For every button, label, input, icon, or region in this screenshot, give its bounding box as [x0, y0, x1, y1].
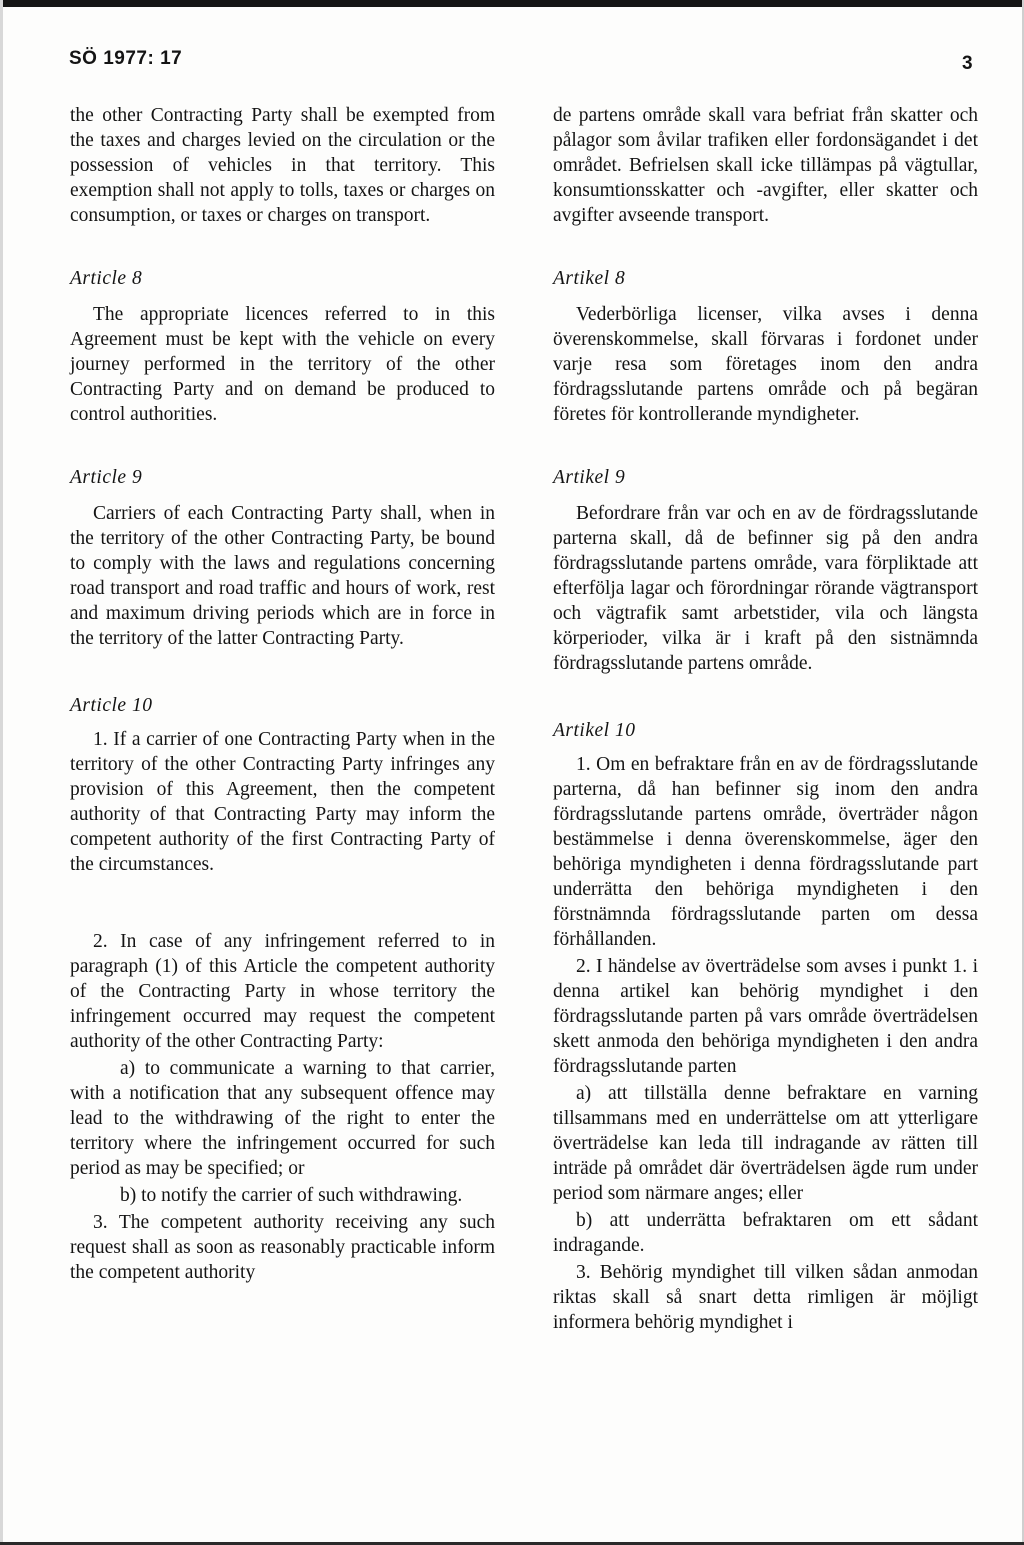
article-8-text: The appropriate licences referred to in this Agreement must be kept with the vehicle on every journey performed in the territory of the other Contracting Party and on demand be produced to control authorities.: [70, 304, 495, 425]
intro-paragraph: the other Contracting Party shall be exempted from the taxes and charges levied on the circulation or the possession of vehicles in that territory. This exemption shall not apply to tolls, taxes or charges on consumption, or taxes or charges on transport.: [70, 105, 495, 226]
article-9-heading: Artikel 9: [553, 467, 626, 488]
intro-paragraph: de partens område skall vara befriat från skatter och pålagor som åvilar trafiken eller fordonsägandet i det området. Befrielsen skall icke tillämpas på vägtullar, konsumtionsskatter och -avgifter, eller skatter och avgifter avseende transport.: [553, 105, 978, 226]
article-10-paragraph-2: 2. In case of any infringement referred to in paragraph (1) of this Article the competent authority of the Contracting Party in whose territory the infringement occurred may request the competent authority of the other Contracting Party:: [70, 931, 495, 1052]
article-8-heading: Article 8: [70, 268, 143, 289]
english-column: [70, 103, 495, 1285]
article-10-paragraph-1: 1. Om en befraktare från en av de fördragsslutande parterna, då han befinner sig inom den andra fördragsslutande partens område, överträder någon bestämmelse i denna överenskommelse, äger den behöriga myndigheten i denna fördragsslutande part underrätta den behöriga myndigheten i den förstnämnda fördragsslutande parten om dessa förhållanden.: [553, 754, 978, 950]
article-10-item-a: a) att tillställa denne befraktare en varning tillsammans med en underrättelse om att ytterligare överträdelse kan leda till indragande av rätten till inträde på området där överträdelsen ägde rum under period som närmare anges; eller: [553, 1083, 978, 1204]
article-10-item-b: b) to notify the carrier of such withdrawing.: [120, 1185, 463, 1206]
article-10-paragraph-2: 2. I händelse av överträdelse som avses i punkt 1. i denna artikel kan behörig myndighet i den fördragsslutande parten på vars område överträdelsen skett anmoda den behöriga myndigheten i den andra fördragsslutande parten: [553, 956, 978, 1077]
article-9-heading: Article 9: [70, 467, 143, 488]
article-9-text: Befordrare från var och en av de fördragsslutande parterna skall, då de befinner sig på den andra fördragsslutande partens område, vara förpliktade att efterfölja lagar och förordningar rörande vägtransport och vägtrafik samt arbetstider, vila och längsta körperioder, vilka är i kraft på den sistnämnda fördragsslutande partens område.: [553, 503, 978, 674]
article-10-item-b: b) att underrätta befraktaren om ett sådant indragande.: [553, 1210, 978, 1256]
swedish-column: [553, 103, 978, 1335]
scan-top-edge: [0, 0, 1024, 7]
article-10-heading: Artikel 10: [553, 720, 636, 741]
article-10-paragraph-3: 3. Behörig myndighet till vilken sådan anmodan riktas skall så snart detta rimligen är möjligt informera behörig myndighet i: [553, 1262, 978, 1333]
page-number: 3: [962, 53, 973, 74]
document-reference: SÖ 1977: 17: [69, 48, 183, 69]
article-8-text: Vederbörliga licenser, vilka avses i denna överenskommelse, skall förvaras i fordonet under varje resa som företages inom den andra fördragsslutande partens område och på begäran företes för kontrollerande myndigheter.: [553, 304, 978, 425]
article-10-heading: Article 10: [70, 695, 153, 716]
article-10-paragraph-1: 1. If a carrier of one Contracting Party when in the territory of the other Contracting Party infringes any provision of this Agreement, then the competent authority of that Contracting Party may inform the competent authority of the first Contracting Party of the circumstances.: [70, 729, 495, 875]
scan-left-edge: [0, 0, 3, 1545]
article-9-text: Carriers of each Contracting Party shall, when in the territory of the other Contracting Party, be bound to comply with the laws and regulations concerning road transport and road traffic and hours of work, rest and maximum driving periods which are in force in the territory of the latter Contracting Party.: [70, 503, 495, 649]
article-10-paragraph-3: 3. The competent authority receiving any such request shall as soon as reasonably practicable inform the competent authority: [70, 1212, 495, 1283]
article-8-heading: Artikel 8: [553, 268, 626, 289]
article-10-item-a: a) to communicate a warning to that carrier, with a notification that any subsequent offence may lead to the withdrawing of the right to enter the territory where the infringement occurred for such period as may be specified; or: [70, 1058, 495, 1179]
